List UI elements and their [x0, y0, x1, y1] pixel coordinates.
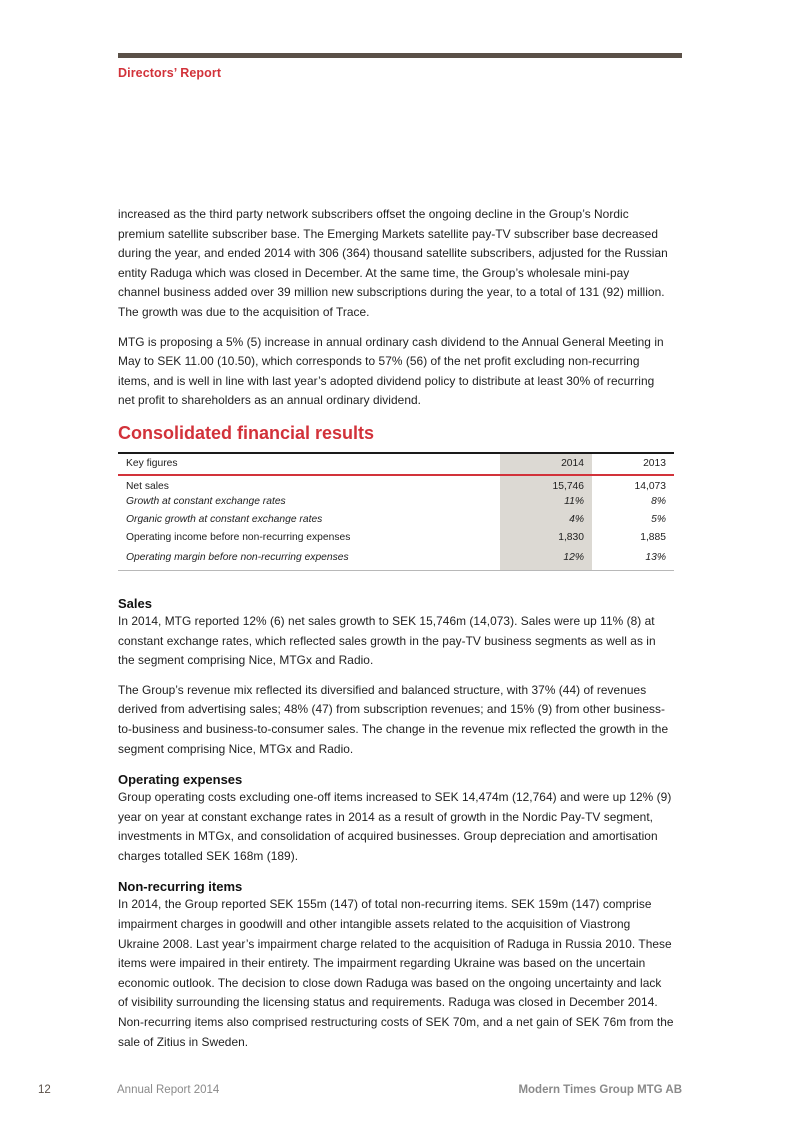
table-row [118, 475, 674, 493]
cell-2013: 1,885 [640, 532, 666, 544]
cell-2014: 12% [500, 547, 592, 571]
page-number: 12 [38, 1084, 51, 1096]
table-header-row [118, 453, 674, 475]
sales-paragraph: In 2014, MTG reported 12% (6) net sales growth to SEK 15,746m (14,073). Sales were up 11% (8) at constant exchange rates, which reflected sales growth in the pay-TV business segments as well as in the segment comprising Nice, MTGx and Radio. [118, 613, 656, 668]
subheading-operating-expenses: Operating expenses [118, 772, 243, 788]
cell-2013: 8% [651, 496, 666, 508]
cell-2014: 4% [500, 511, 592, 529]
section-label: Directors’ Report [118, 66, 222, 80]
table-row [118, 511, 674, 529]
page-footer [0, 1084, 800, 1100]
cell-2013: 14,073 [634, 481, 666, 493]
row-label: Operating margin before non-recurring expenses [126, 551, 349, 563]
cell-2014: 15,746 [500, 475, 592, 493]
revenue-mix-paragraph: The Group’s revenue mix reflected its diversified and balanced structure, with 37% (44) of revenues derived from advertising sales; 48% (47) from subscription revenues; and 15% (9) from other business-to-business and business-to-consumer sales. The change in the revenue mix reflected the growth in the segment comprising Nice, MTGx and Radio. [118, 682, 669, 756]
subheading-non-recurring-items: Non-recurring items [118, 879, 243, 895]
subheading-sales: Sales [118, 595, 152, 611]
non-recurring-paragraph: In 2014, the Group reported SEK 155m (147) of total non-recurring items. SEK 159m (147) comprise impairment charges in goodwill and other intangible assets related to the acquisition of Viastrong Ukraine 2008. Last year’s impairment charge related to the acquisition of Raduga in Russia 2010. These items were impaired in their entirety. The impairment regarding Ukraine was based on the uncertain economic outlook. The decision to close down Raduga was based on the ongoing uncertainty and lack of visibility surrounding the licensing status and requirements. Raduga was closed in December 2014. Non-recurring items also comprised restructuring costs of SEK 70m, and a net gain of SEK 76m from the sale of Zitius in Sweden. [118, 897, 674, 1049]
cell-2014: 1,830 [500, 529, 592, 547]
main-content [118, 205, 674, 1062]
cell-2014: 11% [500, 493, 592, 511]
table-row [118, 493, 674, 511]
operating-expenses-paragraph: Group operating costs excluding one-off items increased to SEK 14,474m (12,764) and were up 12% (9) year on year at constant exchange rates in 2014 as a result of growth in the Nordic Pay-TV segment, investments in MTGx, and consolidation of acquired businesses. Group depreciation and amortisation charges totalled SEK 168m (189). [118, 790, 672, 863]
column-header-2014: 2014 [500, 453, 592, 475]
column-header-key-figures: Key figures [118, 453, 500, 475]
column-header-2013: 2013 [592, 453, 674, 475]
key-figures-table [118, 452, 674, 571]
row-label: Growth at constant exchange rates [126, 496, 286, 508]
row-label: Organic growth at constant exchange rates [126, 514, 323, 526]
dividend-paragraph: MTG is proposing a 5% (5) increase in annual ordinary cash dividend to the Annual General Meeting in May to SEK 11.00 (10.50), which corresponds to 57% (56) of the net profit excluding non-recurring items, and is well in line with last year’s adopted dividend policy to distribute at least 30% of recurring net profit to shareholders as an annual ordinary dividend. [118, 334, 664, 408]
cell-2013: 13% [645, 551, 666, 563]
row-label: Operating income before non-recurring expenses [126, 532, 351, 544]
table-row [118, 547, 674, 571]
section-title-consolidated: Consolidated financial results [118, 422, 375, 443]
row-label: Net sales [126, 481, 169, 493]
header-rule [118, 53, 682, 58]
intro-paragraph: increased as the third party network subscribers offset the ongoing decline in the Group’s Nordic premium satellite subscriber base. The Emerging Markets satellite pay-TV subscriber base decreased during the year, and ended 2014 with 306 (364) thousand satellite subscribers, adjusted for the Russian entity Raduga which was closed in December. At the same time, the Group’s wholesale mini-pay channel business added over 39 million new subscriptions during the year, to a total of 131 (92) million. The growth was due to the acquisition of Trace. [118, 207, 668, 319]
company-name: Modern Times Group MTG AB [518, 1084, 682, 1096]
table-row [118, 529, 674, 547]
report-name: Annual Report 2014 [117, 1084, 220, 1096]
cell-2013: 5% [651, 514, 666, 526]
